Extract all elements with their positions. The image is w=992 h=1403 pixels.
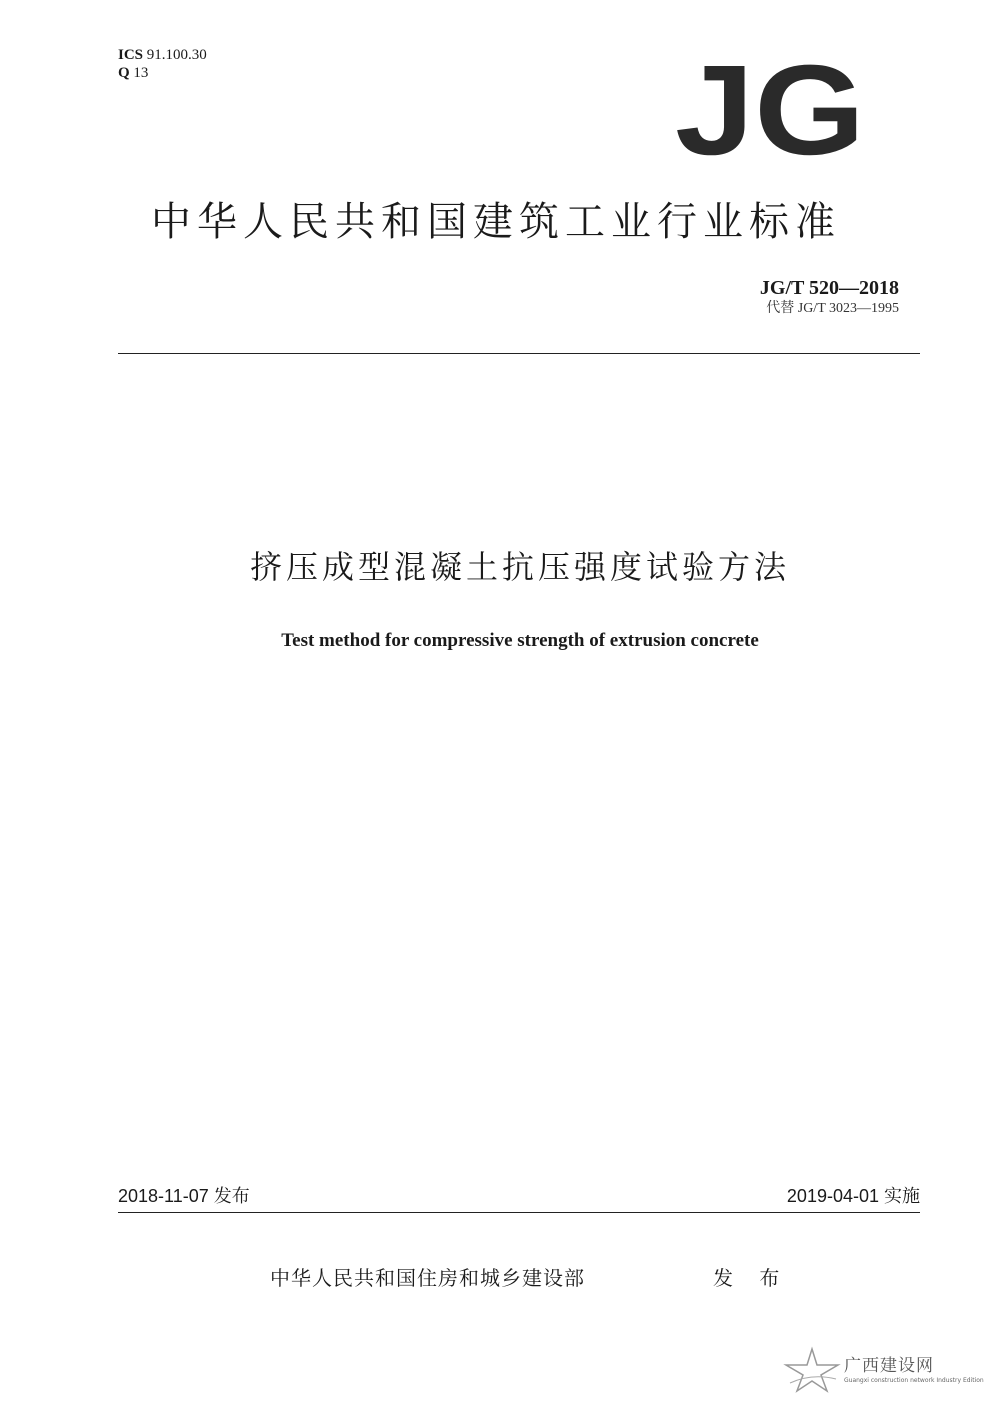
standard-code: JG/T 520—2018 [759, 277, 899, 299]
replaces-code: 代替 JG/T 3023—1995 [766, 301, 899, 316]
document-title-cn: 挤压成型混凝土抗压强度试验方法 [249, 548, 790, 586]
standard-category-title: 中华人民共和国建筑工业行业标准 [151, 199, 841, 245]
star-icon [782, 1345, 842, 1395]
jg-logo [672, 60, 868, 156]
watermark-subtitle: Guangxi construction network Industry Edition [844, 1377, 984, 1384]
bottom-divider [118, 1212, 920, 1213]
publisher-name: 中华人民共和国住房和城乡建设部 [270, 1266, 585, 1290]
publish-label: 发 布 [713, 1266, 790, 1290]
standard-code-block [760, 276, 899, 318]
top-divider [118, 353, 920, 354]
issue-date: 2018-11-07 发布 [118, 1186, 250, 1206]
ics-value: 91.100.30 [146, 47, 207, 63]
q-label: Q [118, 65, 130, 81]
classification-block [118, 46, 207, 82]
implementation-date: 2019-04-01 实施 [786, 1186, 920, 1206]
ics-line [118, 46, 207, 64]
q-line [118, 64, 207, 82]
jg-logo-text: JG [675, 60, 865, 156]
document-title-en: Test method for compressive strength of extrusion concrete [281, 630, 759, 651]
watermark-name: 广西建设网 [844, 1356, 934, 1376]
q-value: 13 [133, 65, 149, 81]
ics-label: ICS [118, 47, 144, 63]
watermark [782, 1345, 987, 1395]
